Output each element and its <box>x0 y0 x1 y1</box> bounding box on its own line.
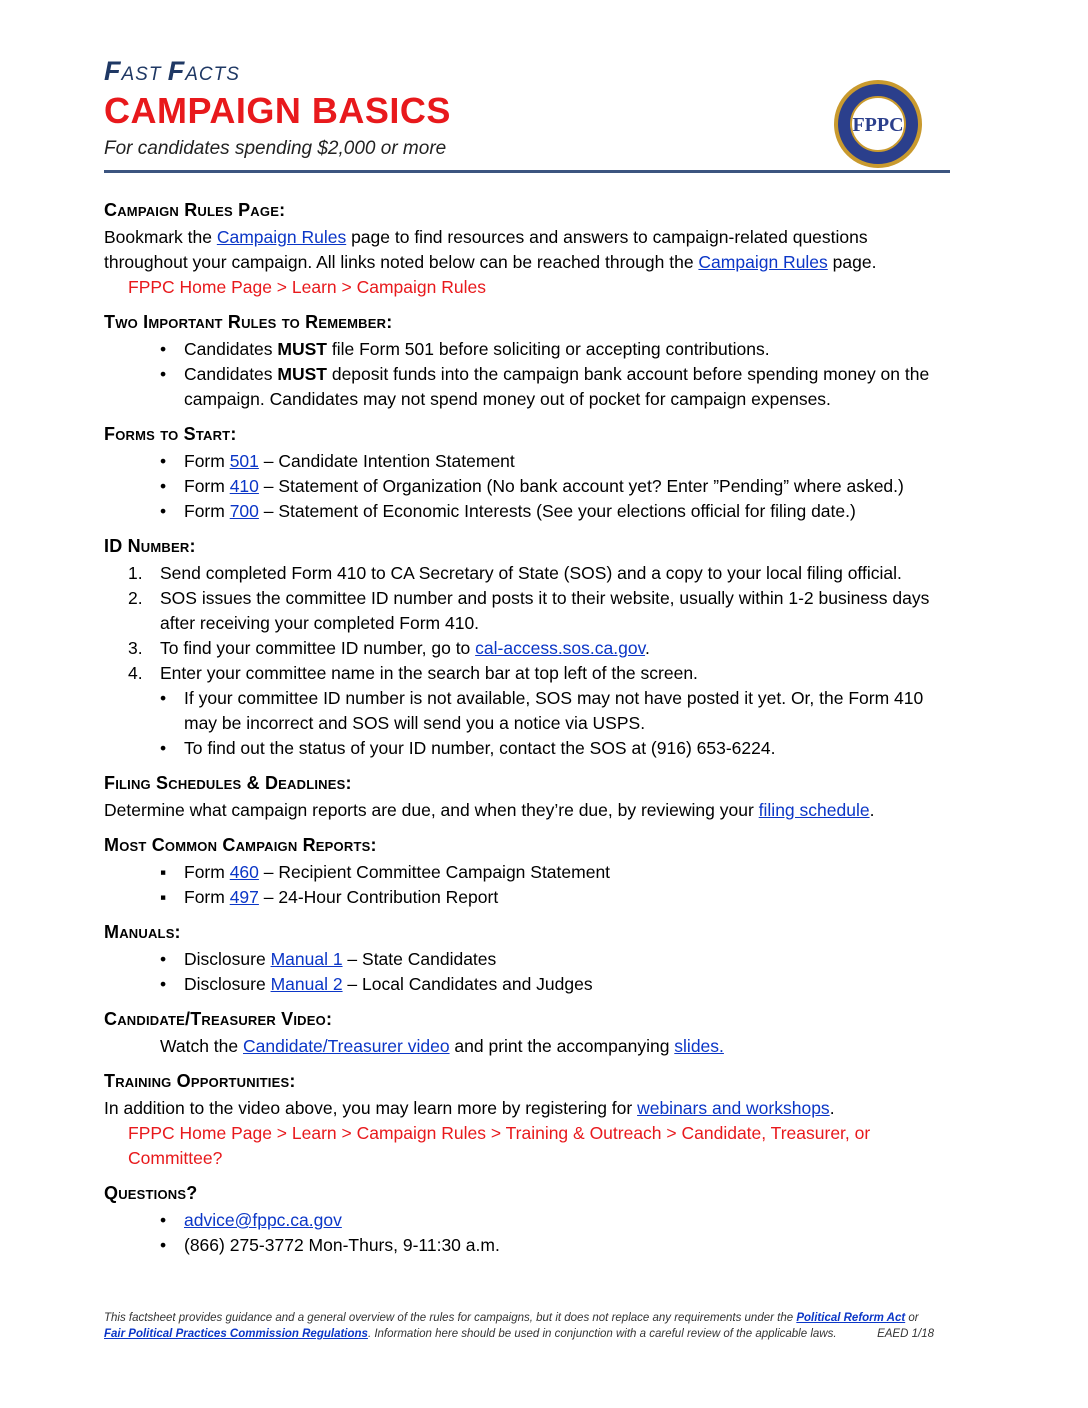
slides-link[interactable]: slides. <box>674 1036 724 1056</box>
section-heading: Two Important Rules to Remember: <box>104 312 393 332</box>
rules-text: Bookmark the Campaign Rules page to find resources and answers to campaign-related questions throughout your campaign. All links noted below can be reached through the Campaign Rules page. <box>104 227 877 272</box>
footer-disclaimer: This factsheet provides guidance and a general overview of the rules for campaigns, but it does not replace any requirements under the Political Reform Act or Fair Political Practices Commission Regulations. Information here should be used in conjunction with a careful review of the applicable laws. EAED 1/18 <box>104 1312 934 1340</box>
filing-text: Determine what campaign reports are due, and when they’re due, by reviewing your filing schedule. <box>104 800 875 820</box>
form-460-link[interactable]: 460 <box>229 862 259 882</box>
section-training <box>104 1069 954 1171</box>
section-heading: Candidate/Treasurer Video: <box>104 1009 333 1029</box>
list-item: • Form 410 – Statement of Organization (No bank account yet? Enter ”Pending” where asked.) <box>160 474 954 499</box>
header-divider <box>104 170 950 173</box>
section-heading: ID Number: <box>104 536 196 556</box>
training-text: In addition to the video above, you may learn more by registering for webinars and workshops. <box>104 1098 835 1118</box>
video-link[interactable]: Candidate/Treasurer video <box>243 1036 450 1056</box>
list-item: 3. To find your committee ID number, go to cal-access.sos.ca.gov. <box>128 638 650 658</box>
forms-list <box>104 449 954 524</box>
section-heading: Manuals: <box>104 922 181 942</box>
regulations-link[interactable]: Fair Political Practices Commission Regulations <box>104 1328 368 1340</box>
section-campaign-rules <box>104 198 954 300</box>
form-501-link[interactable]: 501 <box>229 451 259 471</box>
list-item: • (866) 275-3772 Mon-Thurs, 9-11:30 a.m. <box>160 1233 954 1258</box>
form-410-link[interactable]: 410 <box>229 476 259 496</box>
section-heading: Campaign Rules Page: <box>104 200 286 220</box>
video-text: Watch the Candidate/Treasurer video and print the accompanying slides. <box>160 1036 724 1056</box>
id-sub-list <box>104 686 954 761</box>
reports-list <box>104 860 954 910</box>
list-item: 4. Enter your committee name in the search bar at top left of the screen. <box>128 663 698 683</box>
campaign-rules-link[interactable]: Campaign Rules <box>216 227 347 247</box>
political-reform-act-link[interactable]: Political Reform Act <box>796 1312 906 1324</box>
section-heading: Forms to Start: <box>104 424 237 444</box>
contact-list <box>104 1208 954 1258</box>
section-heading: Filing Schedules & Deadlines: <box>104 773 352 793</box>
section-heading: Questions? <box>104 1183 198 1203</box>
svg-text:FPPC: FPPC <box>852 114 904 136</box>
list-item: ▪ Form 497 – 24-Hour Contribution Report <box>160 885 954 910</box>
section-two-rules <box>104 310 954 412</box>
list-item: • Form 501 – Candidate Intention Statement <box>160 449 954 474</box>
email-link[interactable]: advice@fppc.ca.gov <box>184 1210 342 1230</box>
page-subtitle: For candidates spending $2,000 or more <box>104 138 447 159</box>
section-heading: Most Common Campaign Reports: <box>104 835 377 855</box>
manuals-list <box>104 947 954 997</box>
section-reports <box>104 833 954 910</box>
list-item: • Form 700 – Statement of Economic Interests (See your elections official for filing date.) <box>160 499 954 524</box>
header <box>104 50 950 175</box>
form-700-link[interactable]: 700 <box>229 501 259 521</box>
fast-facts-logo: FAST FACTS <box>104 56 240 86</box>
webinars-link[interactable]: webinars and workshops <box>637 1098 830 1118</box>
section-id-number <box>104 534 954 761</box>
list-item: ▪ Form 460 – Recipient Committee Campaign Statement <box>160 860 954 885</box>
section-manuals <box>104 920 954 997</box>
list-item: • Candidates MUST deposit funds into the campaign bank account before spending money on the campaign. Candidates may not spend money out of pocket for campaign expenses. <box>160 362 954 412</box>
nav-path: FPPC Home Page > Learn > Campaign Rules > Training & Outreach > Candidate, Treasurer, or Committee? <box>128 1123 871 1168</box>
list-item: • To find out the status of your ID number, contact the SOS at (916) 653-6224. <box>160 736 954 761</box>
page-title: CAMPAIGN BASICS <box>104 90 451 131</box>
section-forms <box>104 422 954 524</box>
manual-1-link[interactable]: Manual 1 <box>270 949 343 969</box>
list-item <box>160 1208 954 1233</box>
form-497-link[interactable]: 497 <box>229 887 259 907</box>
main-content <box>104 198 954 1258</box>
section-video <box>104 1007 954 1059</box>
section-heading: Training Opportunities: <box>104 1071 296 1091</box>
manual-2-link[interactable]: Manual 2 <box>270 974 343 994</box>
list-item: • If your committee ID number is not available, SOS may not have posted it yet. Or, the Form 410 may be incorrect and SOS will send you a notice via USPS. <box>160 686 954 736</box>
section-questions <box>104 1181 954 1258</box>
cal-access-link[interactable]: cal-access.sos.ca.gov <box>475 638 646 658</box>
fppc-seal-icon <box>832 78 924 170</box>
list-item: • Disclosure Manual 1 – State Candidates <box>160 947 954 972</box>
list-item: 1. Send completed Form 410 to CA Secretary of State (SOS) and a copy to your local filing official. <box>128 563 902 583</box>
doc-code: EAED 1/18 <box>877 1328 934 1340</box>
id-steps <box>104 561 954 686</box>
campaign-rules-link-2[interactable]: Campaign Rules <box>698 252 828 272</box>
list-item: • Disclosure Manual 2 – Local Candidates and Judges <box>160 972 954 997</box>
filing-schedule-link[interactable]: filing schedule <box>758 800 870 820</box>
section-filing <box>104 771 954 823</box>
list-item: • Candidates MUST file Form 501 before soliciting or accepting contributions. <box>160 337 954 362</box>
nav-path: FPPC Home Page > Learn > Campaign Rules <box>128 277 486 297</box>
rules-list <box>104 337 954 412</box>
list-item: 2. SOS issues the committee ID number and posts it to their website, usually within 1-2 business days after receiving your completed Form 410. <box>128 588 930 633</box>
